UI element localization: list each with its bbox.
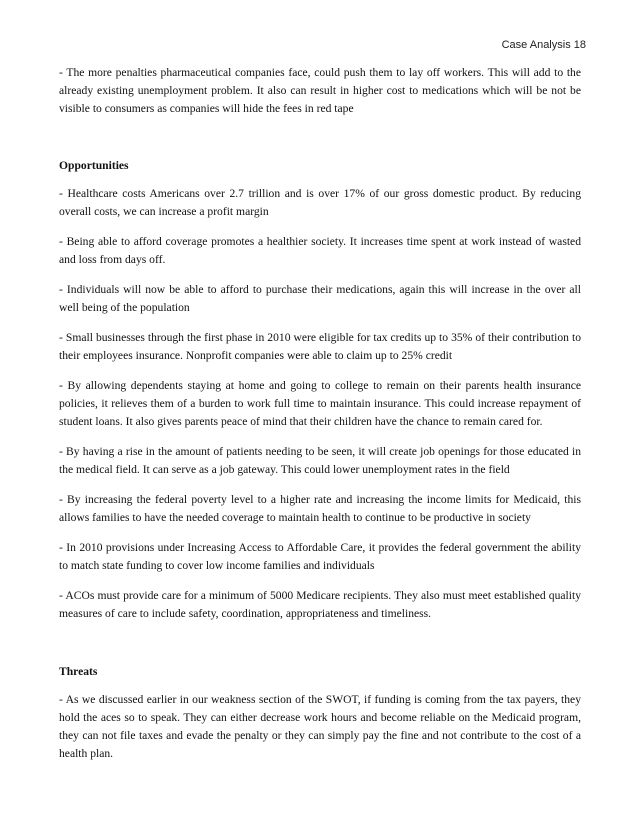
- opportunity-item: - Being able to afford coverage promotes a healthier society. It increases time spent at work instead of wasted and loss from days off.: [59, 235, 581, 266]
- section-spacer: [59, 635, 581, 663]
- running-header: Case Analysis 18: [501, 39, 586, 51]
- opportunity-item: - Small businesses through the first phase in 2010 were eligible for tax credits up to 35% of their contribution to their employees insurance. Nonprofit companies were able to claim up to 25% credit: [59, 331, 581, 362]
- intro-paragraph: - The more penalties pharmaceutical companies face, could push them to lay off workers. This will add to the already existing unemployment problem. It also can result in higher cost to medications which will be not be visible to consumers as companies will hide the fees in red tape: [59, 66, 581, 115]
- opportunity-item: - ACOs must provide care for a minimum of 5000 Medicare recipients. They also must meet established quality measures of care to include safety, coordination, appropriateness and timeliness.: [59, 589, 581, 620]
- opportunity-item: - By allowing dependents staying at home and going to college to remain on their parents health insurance policies, it relieves them of a burden to work full time to maintain insurance. This could increase repayment of student loans. It also gives parents peace of mind that their children have the chance to remain cared for.: [59, 379, 581, 428]
- opportunity-item: - By increasing the federal poverty level to a higher rate and increasing the income limits for Medicaid, this allows families to have the needed coverage to maintain health to continue to be productive in society: [59, 493, 581, 524]
- threat-item: - As we discussed earlier in our weakness section of the SWOT, if funding is coming from the tax payers, they hold the aces so to speak. They can either decrease work hours and become reliable on the Medicaid program, they can not file taxes and evade the penalty or they can simply pay the fine and not contribute to the cost of a health plan.: [59, 693, 581, 760]
- opportunities-heading: Opportunities: [59, 159, 129, 172]
- opportunity-item: - Individuals will now be able to afford to purchase their medications, again this will increase in the over all well being of the population: [59, 283, 581, 314]
- threats-heading: Threats: [59, 665, 98, 678]
- opportunity-item: - Healthcare costs Americans over 2.7 trillion and is over 17% of our gross domestic product. By reducing overall costs, we can increase a profit margin: [59, 187, 581, 218]
- section-spacer: [59, 130, 581, 157]
- opportunity-item: - In 2010 provisions under Increasing Access to Affordable Care, it provides the federal government the ability to match state funding to cover low income families and individuals: [59, 541, 581, 572]
- opportunity-item: - By having a rise in the amount of patients needing to be seen, it will create job openings for those educated in the medical field. It can serve as a job gateway. This could lower unemployment rates in the field: [59, 445, 581, 476]
- page-content: [59, 64, 581, 775]
